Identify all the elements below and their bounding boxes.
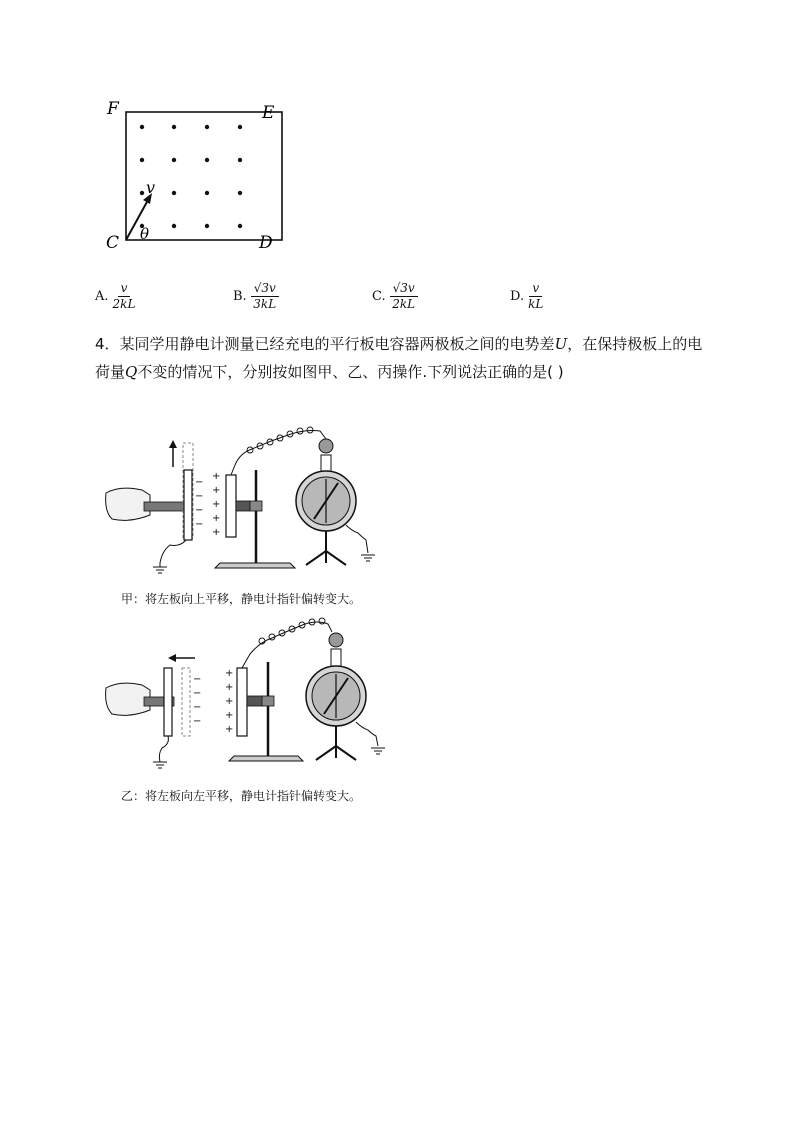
electrometer-legs xyxy=(316,726,356,760)
minus-sign: − xyxy=(193,688,202,699)
option-label: A. xyxy=(95,289,109,305)
stand-base xyxy=(229,756,303,761)
var-Q: Q xyxy=(125,363,138,381)
denominator: kL xyxy=(528,297,544,312)
plate-clamp xyxy=(236,501,250,511)
option-c[interactable] xyxy=(372,282,418,311)
field-dots xyxy=(140,125,242,228)
stand-clamp xyxy=(262,696,274,706)
question-number: 4． xyxy=(95,335,120,353)
ground-symbol-icon xyxy=(371,748,385,754)
ground-wire xyxy=(159,736,168,762)
answer-options xyxy=(95,282,715,322)
minus-sign: − xyxy=(195,519,204,530)
option-label: D. xyxy=(510,289,525,305)
numerator: √3v xyxy=(390,282,418,297)
electrometer-diagram-yi xyxy=(100,610,400,770)
numerator: v xyxy=(118,282,131,297)
question-text-part2: ，在保持极板上的电荷量 xyxy=(95,335,703,381)
plus-sign: + xyxy=(225,724,234,735)
minus-sign: − xyxy=(193,702,202,713)
electrometer-legs xyxy=(306,531,346,565)
ground-wire xyxy=(160,540,186,567)
label-v: v xyxy=(146,178,156,197)
electrometer-knob xyxy=(319,439,333,453)
option-label: B. xyxy=(233,289,247,305)
hand-icon xyxy=(106,683,150,715)
label-F: F xyxy=(107,99,119,119)
var-U: U xyxy=(554,335,568,353)
minus-sign: − xyxy=(195,505,204,516)
question-text-part3: 不变的情况下，分别按如图甲、乙、丙操作.下列说法正确的是( ) xyxy=(137,363,564,381)
electrometer-ground-wire xyxy=(356,722,378,746)
denominator: 2kL xyxy=(392,297,416,312)
numerator: √3v xyxy=(251,282,279,297)
hand-icon xyxy=(106,488,150,520)
option-fraction xyxy=(390,282,418,311)
label-E: E xyxy=(262,103,275,123)
stand-clamp xyxy=(250,501,262,511)
label-D: D xyxy=(259,233,273,253)
option-label: C. xyxy=(372,289,386,305)
option-b[interactable] xyxy=(233,282,279,311)
denominator: 2kL xyxy=(112,297,136,312)
left-plate xyxy=(164,668,172,736)
right-plate xyxy=(237,668,247,736)
minus-sign: − xyxy=(195,491,204,502)
field-square xyxy=(126,112,282,240)
ground-symbol-icon xyxy=(153,762,167,768)
right-plate xyxy=(226,475,236,537)
question-4-text xyxy=(95,330,705,386)
minus-sign: − xyxy=(193,716,202,727)
plus-sign: + xyxy=(225,668,234,679)
stand-base xyxy=(215,563,295,568)
ground-symbol-icon xyxy=(153,567,167,573)
plus-sign: + xyxy=(225,696,234,707)
plus-sign: + xyxy=(212,527,221,538)
minus-sign: − xyxy=(195,477,204,488)
plus-sign: + xyxy=(225,710,234,721)
label-C: C xyxy=(106,233,120,253)
plus-sign: + xyxy=(212,513,221,524)
option-fraction xyxy=(528,282,543,311)
electrometer-diagram-jia xyxy=(100,415,400,575)
ground-symbol-icon xyxy=(361,555,375,561)
caption-yi: 乙：将左板向左平移，静电计指针偏转变大。 xyxy=(121,789,362,803)
question-text-part1: 某同学用静电计测量已经充电的平行板电容器两极板之间的电势差 xyxy=(119,335,555,353)
plate-clamp xyxy=(247,696,263,706)
option-fraction xyxy=(113,282,136,311)
numerator: v xyxy=(529,282,542,297)
electrometer-ground-wire xyxy=(346,525,368,553)
insulating-handle xyxy=(144,502,184,511)
original-plate-position xyxy=(182,668,190,736)
option-fraction xyxy=(251,282,279,311)
connecting-wire xyxy=(242,622,332,668)
move-up-arrowhead xyxy=(169,440,177,448)
left-plate xyxy=(184,470,192,540)
denominator: 3kL xyxy=(253,297,277,312)
minus-sign: − xyxy=(193,674,202,685)
connecting-wire xyxy=(231,431,326,476)
option-d[interactable] xyxy=(510,282,543,311)
plus-sign: + xyxy=(225,682,234,693)
wire-coils xyxy=(247,427,313,453)
magnetic-field-diagram xyxy=(100,96,300,256)
electrometer-knob xyxy=(329,633,343,647)
caption-jia: 甲：将左板向上平移，静电计指针偏转变大。 xyxy=(121,592,362,606)
wire-coils xyxy=(259,618,325,644)
plus-sign: + xyxy=(212,471,221,482)
plus-sign: + xyxy=(212,485,221,496)
option-a[interactable] xyxy=(95,282,135,311)
move-left-arrowhead xyxy=(168,654,176,662)
label-theta: θ xyxy=(140,225,150,243)
plus-sign: + xyxy=(212,499,221,510)
